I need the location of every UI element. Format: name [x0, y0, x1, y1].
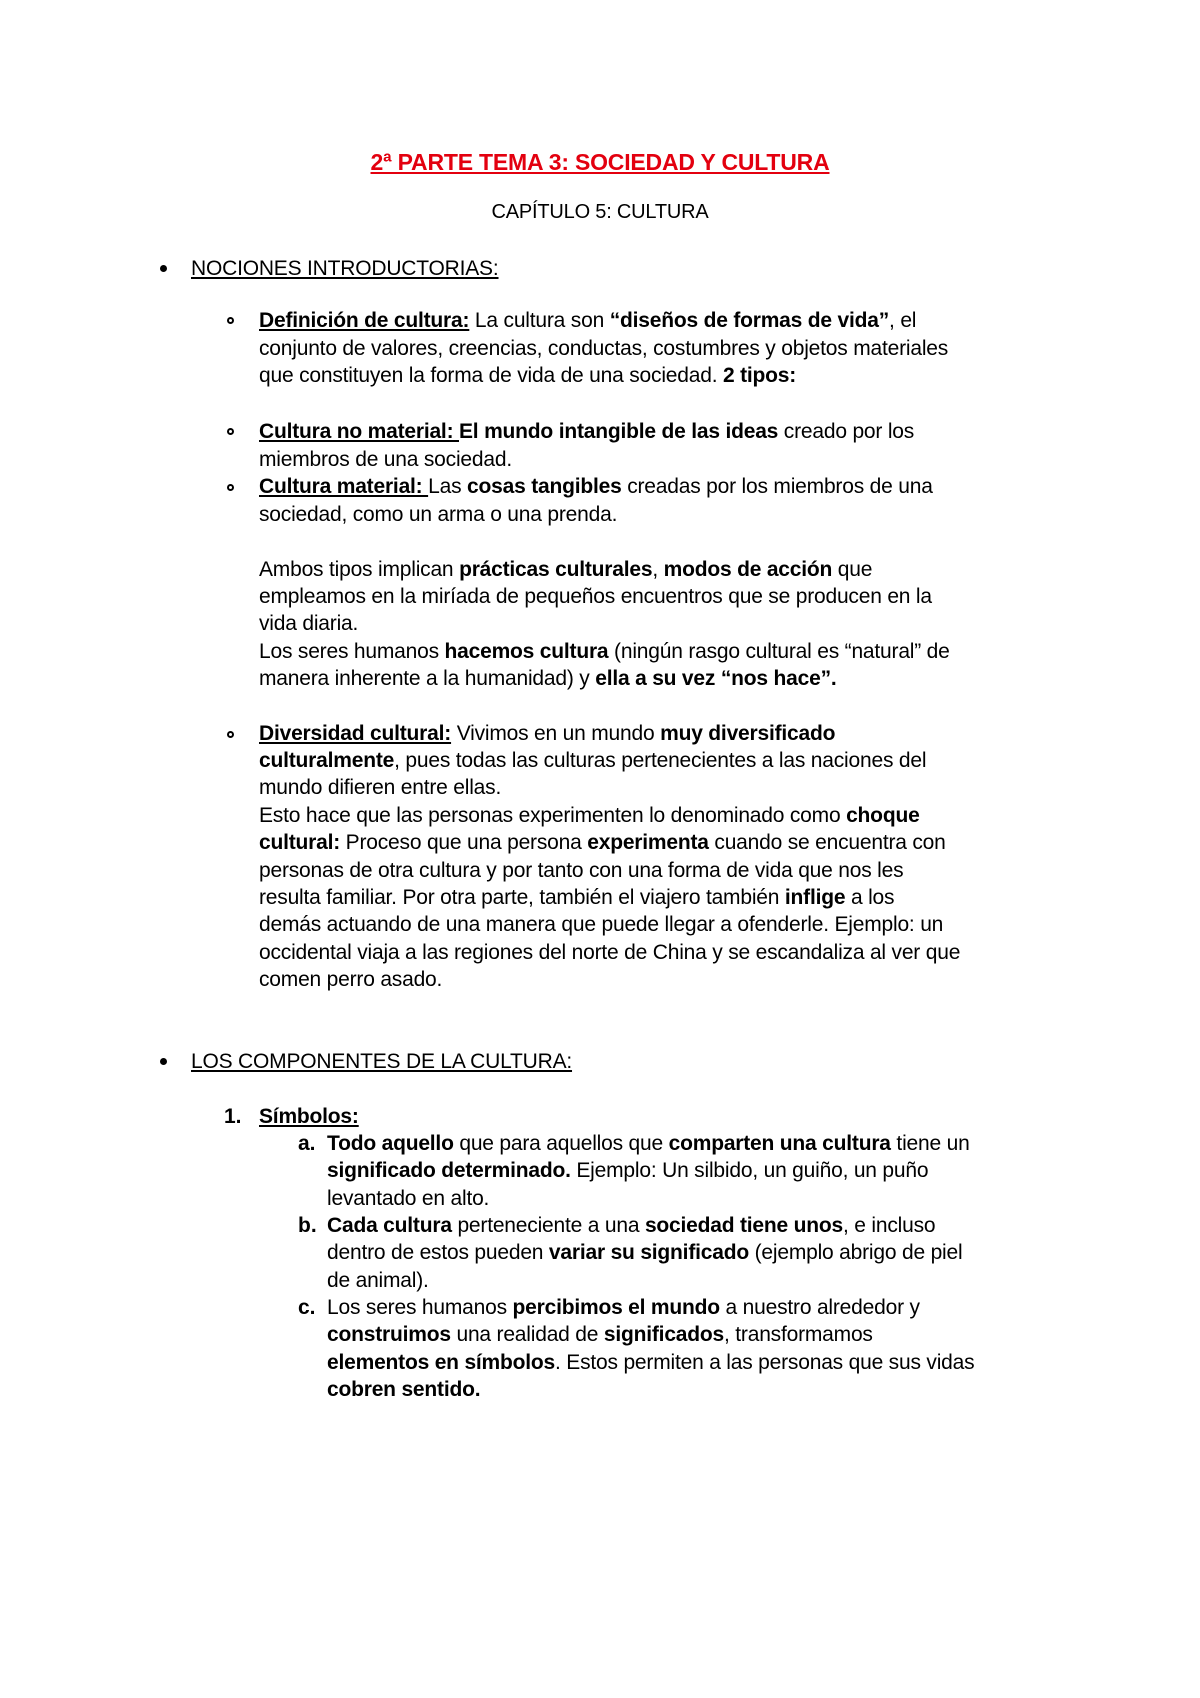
- diversidad-line-10: comen perro asado.: [259, 968, 443, 991]
- no-material-line-2: miembros de una sociedad.: [259, 448, 512, 471]
- diversidad-line-2: culturalmente, pues todas las culturas pertenecientes a las naciones del: [259, 749, 927, 772]
- diversidad-line-8: demás actuando de una manera que puede llegar a ofenderle. Ejemplo: un: [259, 913, 944, 936]
- diversidad-line-5: cultural: Proceso que una persona experimenta cuando se encuentra con: [259, 831, 946, 854]
- list-marker-b: b.: [298, 1214, 317, 1237]
- definicion-line-1: Definición de cultura: La cultura son “diseños de formas de vida”, el: [259, 309, 917, 332]
- simbolos-c-line-3: elementos en símbolos. Estos permiten a las personas que sus vidas: [327, 1351, 975, 1374]
- section-heading-componentes: LOS COMPONENTES DE LA CULTURA:: [191, 1050, 573, 1073]
- circle-bullet-icon: [227, 317, 234, 324]
- circle-bullet-icon: [227, 731, 234, 738]
- diversidad-line-9: occidental viaja a las regiones del norte de China y se escandaliza al ver que: [259, 941, 961, 964]
- diversidad-line-7: resulta familiar. Por otra parte, también el viajero también inflige a los: [259, 886, 895, 909]
- simbolos-b-line-1: Cada cultura perteneciente a una sociedad tiene unos, e incluso: [327, 1214, 936, 1237]
- section-heading-nociones: NOCIONES INTRODUCTORIAS:: [191, 257, 499, 280]
- diversidad-line-1: Diversidad cultural: Vivimos en un mundo muy diversificado: [259, 722, 836, 745]
- document-title: 2ª PARTE TEMA 3: SOCIEDAD Y CULTURA: [370, 149, 830, 175]
- circle-bullet-icon: [227, 484, 234, 491]
- ambos-line-1: Ambos tipos implican prácticas culturales, modos de acción que: [259, 558, 873, 581]
- material-line-1: Cultura material: Las cosas tangibles creadas por los miembros de una: [259, 475, 933, 498]
- simbolos-c-line-2: construimos una realidad de significados, transformamos: [327, 1323, 873, 1346]
- bullet-icon: [160, 265, 167, 272]
- ambos-line-2: empleamos en la miríada de pequeños encuentros que se producen en la: [259, 585, 932, 608]
- simbolos-a-line-2: significado determinado. Ejemplo: Un silbido, un guiño, un puño: [327, 1159, 929, 1182]
- diversidad-line-6: personas de otra cultura y por tanto con una forma de vida que nos les: [259, 859, 904, 882]
- material-line-2: sociedad, como un arma o una prenda.: [259, 503, 618, 526]
- list-number-1: 1.: [224, 1105, 242, 1128]
- diversidad-line-4: Esto hace que las personas experimenten lo denominado como choque: [259, 804, 920, 827]
- simbolos-a-line-1: Todo aquello que para aquellos que comparten una cultura tiene un: [327, 1132, 970, 1155]
- simbolos-a-line-3: levantado en alto.: [327, 1187, 490, 1210]
- list-marker-c: c.: [298, 1296, 316, 1319]
- no-material-line-1: Cultura no material: El mundo intangible de las ideas creado por los: [259, 420, 915, 443]
- ambos-line-5: manera inherente a la humanidad) y ella a su vez “nos hace”.: [259, 667, 837, 690]
- simbolos-heading: Símbolos:: [259, 1105, 359, 1128]
- simbolos-c-line-1: Los seres humanos percibimos el mundo a nuestro alrededor y: [327, 1296, 920, 1319]
- definicion-line-3: que constituyen la forma de vida de una sociedad. 2 tipos:: [259, 364, 797, 387]
- list-marker-a: a.: [298, 1132, 316, 1155]
- circle-bullet-icon: [227, 428, 234, 435]
- simbolos-b-line-3: de animal).: [327, 1269, 429, 1292]
- bullet-icon: [160, 1058, 167, 1065]
- diversidad-line-3: mundo difieren entre ellas.: [259, 776, 502, 799]
- simbolos-c-line-4: cobren sentido.: [327, 1378, 481, 1401]
- ambos-line-4: Los seres humanos hacemos cultura (ningún rasgo cultural es “natural” de: [259, 640, 950, 663]
- chapter-heading: CAPÍTULO 5: CULTURA: [491, 201, 709, 223]
- ambos-line-3: vida diaria.: [259, 612, 359, 635]
- simbolos-b-line-2: dentro de estos pueden variar su significado (ejemplo abrigo de piel: [327, 1241, 963, 1264]
- definicion-line-2: conjunto de valores, creencias, conductas, costumbres y objetos materiales: [259, 337, 949, 360]
